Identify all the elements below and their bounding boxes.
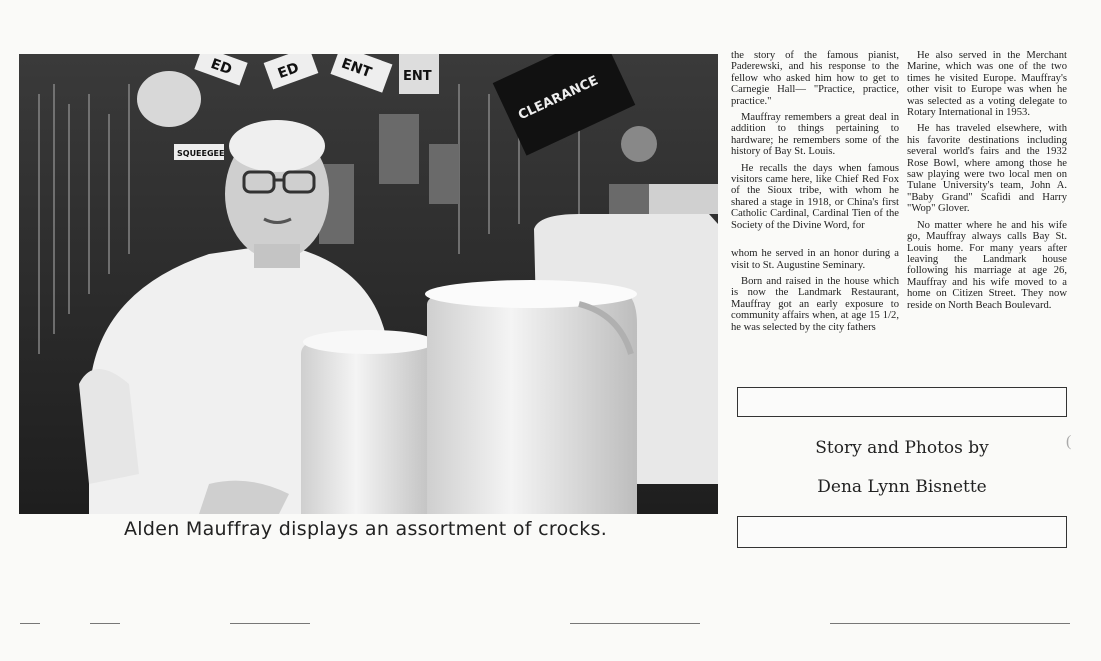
photo-sign-1: ED bbox=[208, 56, 234, 79]
photo-illustration bbox=[19, 54, 718, 514]
photo-caption: Alden Mauffray displays an assortment of crocks. bbox=[124, 518, 608, 540]
article-paragraph: He has traveled elsewhere, with his favorite destinations including several world's fairs and the 1932 Rose Bowl, where among those he saw playing were two local men on Tulane University's team, John A. "Baby Grand" Scafidi and Harry "Wop" Glover. bbox=[907, 123, 1067, 215]
article-paragraph: He also served in the Merchant Marine, which was one of the two times he visited Europe. Mauffray's other visit to Europe was when he was selected as a voting delegate to Rotary International in 1953. bbox=[907, 50, 1067, 119]
article-paragraph: Mauffray remembers a great deal in addition to things pertaining to hardware; he remembers some of the history of Bay St. Louis. bbox=[731, 112, 899, 158]
photo-sign-3: ENT bbox=[339, 55, 374, 82]
article-paragraph: He recalls the days when famous visitors came here, like Chief Red Fox of the Sioux tribe, with whom he shared a stage in 1918, or China's first Catholic Cardinal, Cardinal Tien of the Society of the Divine Word, for bbox=[731, 162, 899, 231]
newspaper-photo bbox=[19, 54, 718, 514]
fold-mark bbox=[570, 623, 700, 624]
article-column-1 bbox=[731, 50, 899, 338]
article-paragraph: No matter where he and his wife go, Mauffray always calls Bay St. Louis home. For many years after leaving the Landmark house following his marriage at age 26, Mauffray and his wife moved to a home on Citizen Street. They now reside on North Beach Boulevard. bbox=[907, 219, 1067, 311]
photo-sign-4: ENT bbox=[403, 69, 432, 84]
photo-sign-5: CLEARANCE bbox=[516, 73, 601, 124]
empty-box-top bbox=[737, 387, 1067, 417]
fold-mark bbox=[20, 623, 40, 624]
photo-squeegee-tag: SQUEEGEE bbox=[177, 149, 225, 158]
photo-sign-2: ED bbox=[275, 59, 302, 83]
fold-mark bbox=[230, 623, 310, 624]
edge-mark: ( bbox=[1066, 433, 1072, 450]
fold-mark bbox=[90, 623, 120, 624]
empty-box-bottom bbox=[737, 516, 1067, 548]
article-column-2 bbox=[907, 50, 1067, 316]
article-paragraph: whom he served in an honor during a visit to St. Augustine Seminary. bbox=[731, 248, 899, 271]
fold-mark bbox=[830, 623, 1070, 624]
credit-line-2: Dena Lynn Bisnette bbox=[817, 477, 987, 497]
article-paragraph: Born and raised in the house which is now the Landmark Restaurant, Mauffray got an early exposure to community affairs when, at age 15 1/2, he was selected by the city fathers bbox=[731, 275, 899, 333]
article-paragraph: the story of the famous pianist, Paderewski, and his response to the fellow who asked him how to get to Carnegie Hall— "Practice, practice, practice." bbox=[731, 50, 899, 107]
credit-line-1: Story and Photos by bbox=[815, 438, 989, 458]
